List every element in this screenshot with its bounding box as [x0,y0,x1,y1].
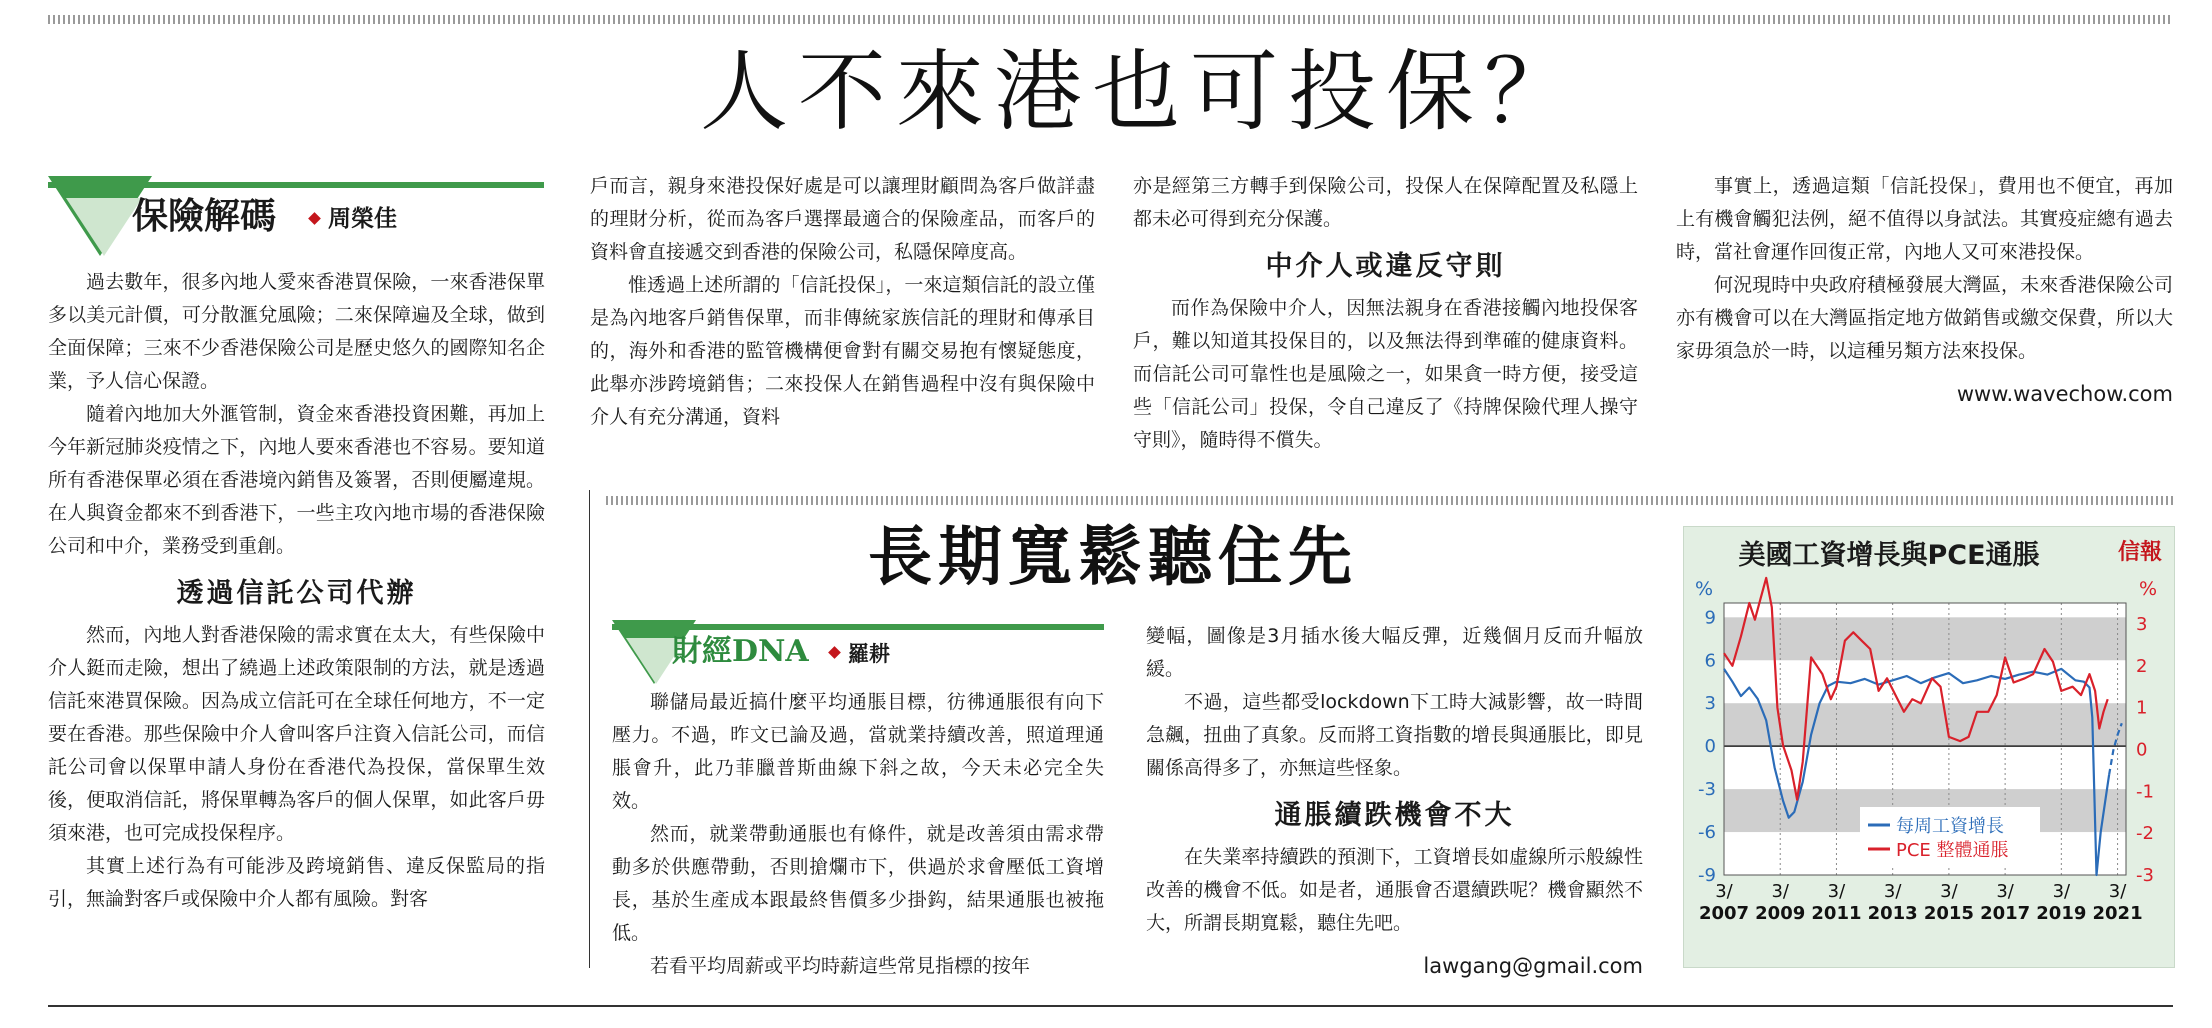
x-tick-year: 2017 [1980,903,2031,924]
paragraph: 惟透過上述所謂的「信託投保」，一來這類信託的設立僅是為內地客戶銷售保單，而非傳統家族信託的理財和傳承目的，海外和香港的監管機構便會對有關交易抱有懷疑態度，此舉亦涉跨境銷售；二來投保人在銷售過程中沒有與保險中介人有充分溝通，資料 [590,274,1095,428]
subheading: 透過信託公司代辦 [176,578,417,609]
x-tick-month: 3/ [2052,881,2071,902]
paragraph: 聯儲局最近搞什麼平均通脹目標，彷彿通脹很有向下壓力。不過，昨文已論及過，當就業持續改善，照道理通脹會升，此乃菲臘普斯曲線下斜之故，今天未必完全失效。 [612,691,1104,812]
paragraph: 其實上述行為有可能涉及跨境銷售、違反保監局的指引，無論對客戶或保險中介人都有風險。對客 [48,855,545,910]
x-tick-month: 3/ [1771,881,1789,902]
left-tick-label: -9 [1698,865,1716,886]
left-tick-label: 0 [1704,736,1716,758]
grid-band [1724,617,2126,660]
publisher-logo: 信報 [2117,539,2162,565]
grid-band [1724,703,2126,746]
paragraph: 然而，就業帶動通脹也有條件，就是改善須由需求帶動多於供應帶動，否則搶爛市下，供過於求會壓低工資增長，基於生產成本跟最終售價多少掛鈎，結果通脹也被拖低。 [612,823,1104,944]
paragraph: 在失業率持續跌的預測下，工資增長如虛線所示般線性改善的機會不低。如是者，通脹會否還續跌呢？機會顯然不大，所謂長期寬鬆，聽住先吧。 [1146,846,1643,934]
left-tick-label: -6 [1698,822,1716,844]
left-tick-label: -3 [1698,779,1716,801]
paragraph: 隨着內地加大外滙管制，資金來香港投資困難，再加上今年新冠肺炎疫情之下，內地人要來香港也不容易。要知道所有香港保單必須在香港境內銷售及簽署，否則便屬違規。在人與資金都來不到香港下，一些主攻內地市場的香港保險公司和中介，業務受到重創。 [48,403,545,557]
column-author: 周榮佳 [328,206,397,232]
article2-column-2 [1146,620,1643,983]
paragraph: 過去數年，很多內地人愛來香港買保險，一來香港保單多以美元計價，可分散滙兌風險；二來保障遍及全球，做到全面保障；三來不少香港保險公司是歷史悠久的國際知名企業，予人信心保證。 [48,271,545,392]
x-tick-year: 2015 [1923,903,1974,924]
article1-column-1 [48,266,545,916]
paragraph: 亦是經第三方轉手到保險公司，投保人在保障配置及私隱上都未必可得到充分保護。 [1133,175,1638,230]
right-tick-label: 0 [2136,739,2148,761]
paragraph: 戶而言，親身來港投保好處是可以讓理財顧問為客戶做詳盡的理財分析，從而為客戶選擇最適合的保險產品，而客戶的資料會直接遞交到香港的保險公司，私隱保障度高。 [590,175,1095,263]
article1-column-4 [1676,170,2173,411]
chart-panel [1683,526,2175,968]
right-tick-label: 1 [2136,697,2148,719]
subheading: 中介人或違反守則 [1265,251,1506,282]
column-header-triangle-light [66,198,142,256]
chart-title: 美國工資增長與PCE通脹 [1738,540,2040,571]
column-name: 保險解碼 [132,195,277,237]
right-axis-unit: % [2138,578,2158,600]
main-headline: 人不來港也可投保？ [700,40,1583,143]
paragraph: 變幅，圖像是3月插水後大幅反彈，近幾個月反而升幅放緩。 [1146,625,1643,680]
column-divider [589,490,590,968]
paragraph: 而作為保險中介人，因無法親身在香港接觸內地投保客戶，難以知道其投保目的，以及無法得到準確的健康資料。而信託公司可靠性也是風險之一，如果貪一時方便，接受這些「信託公司」投保，令自己違反了《持牌保險代理人操守守則》，隨時得不償失。 [1133,297,1638,451]
bottom-rule [48,1005,2173,1007]
legend-label: 每周工資增長 [1896,816,2004,837]
paragraph: 事實上，透過這類「信託投保」，費用也不便宜，再加上有機會觸犯法例，絕不值得以身試法。其實疫症總有過去時，當社會運作回復正常，內地人又可來港投保。 [1676,175,2173,263]
left-tick-label: 9 [1704,607,1716,629]
article1-column-3 [1133,170,1638,457]
x-tick-year: 2007 [1698,903,1750,924]
right-tick-label: -1 [2136,781,2154,803]
right-tick-label: 3 [2136,613,2148,635]
author-email: lawgang@gmail.com [1423,954,1643,978]
x-tick-year: 2019 [2036,903,2087,924]
column-diamond-icon [308,212,321,225]
article2-column-1 [612,686,1104,983]
left-tick-label: 6 [1704,650,1716,672]
column-header-finance [612,620,1112,690]
x-tick-year: 2009 [1755,903,1806,924]
column-author: 羅耕 [848,642,890,666]
right-tick-label: -2 [2136,823,2154,845]
article1-column-2 [590,170,1095,434]
x-tick-month: 3/ [1715,881,1733,902]
column-diamond-icon [828,646,841,659]
x-tick-month: 3/ [2108,881,2127,902]
right-tick-label: -3 [2136,865,2154,886]
paragraph: 不過，這些都受lockdown下工時大減影響，故一時間急飆，扭曲了真象。反而將工資指數的增長與通脹比，即見關係高得多了，亦無這些怪象。 [1146,691,1643,779]
left-tick-label: 3 [1704,693,1716,715]
column-name: 財經DNA [672,634,809,669]
x-tick-month: 3/ [1940,881,1958,902]
top-dotted-rule [48,15,2173,24]
legend-label: PCE 整體通脹 [1896,840,2009,861]
author-website: www.wavechow.com [1956,382,2173,406]
second-headline: 長期寬鬆聽住先 [868,521,1358,595]
right-tick-label: 2 [2136,655,2148,677]
column-header-insurance [48,176,548,256]
paragraph: 若看平均周薪或平均時薪這些常見指標的按年 [650,955,1031,977]
chart-plot [1684,575,2172,965]
x-tick-month: 3/ [1883,881,1902,902]
left-axis-unit: % [1694,578,1714,600]
subheading: 通脹續跌機會不大 [1274,800,1515,831]
section-dotted-rule [606,496,2173,505]
x-tick-year: 2013 [1867,903,1918,924]
x-tick-year: 2011 [1811,903,1862,924]
x-tick-year: 2021 [2092,903,2143,924]
x-tick-month: 3/ [1996,881,2014,902]
paragraph: 何況現時中央政府積極發展大灣區，未來香港保險公司亦有機會可以在大灣區指定地方做銷售或繳交保費，所以大家毋須急於一時，以這種另類方法來投保。 [1676,274,2173,362]
x-tick-month: 3/ [1827,881,1846,902]
paragraph: 然而，內地人對香港保險的需求實在太大，有些保險中介人鋌而走險，想出了繞過上述政策限制的方法，就是透過信託來港買保險。因為成立信託可在全球任何地方，不一定要在香港。那些保險中介人會叫客戶注資入信託公司，而信託公司會以保單申請人身份在香港代為投保，當保單生效後，便取消信託，將保單轉為客戶的個人保單，如此客戶毋須來港，也可完成投保程序。 [48,624,545,844]
